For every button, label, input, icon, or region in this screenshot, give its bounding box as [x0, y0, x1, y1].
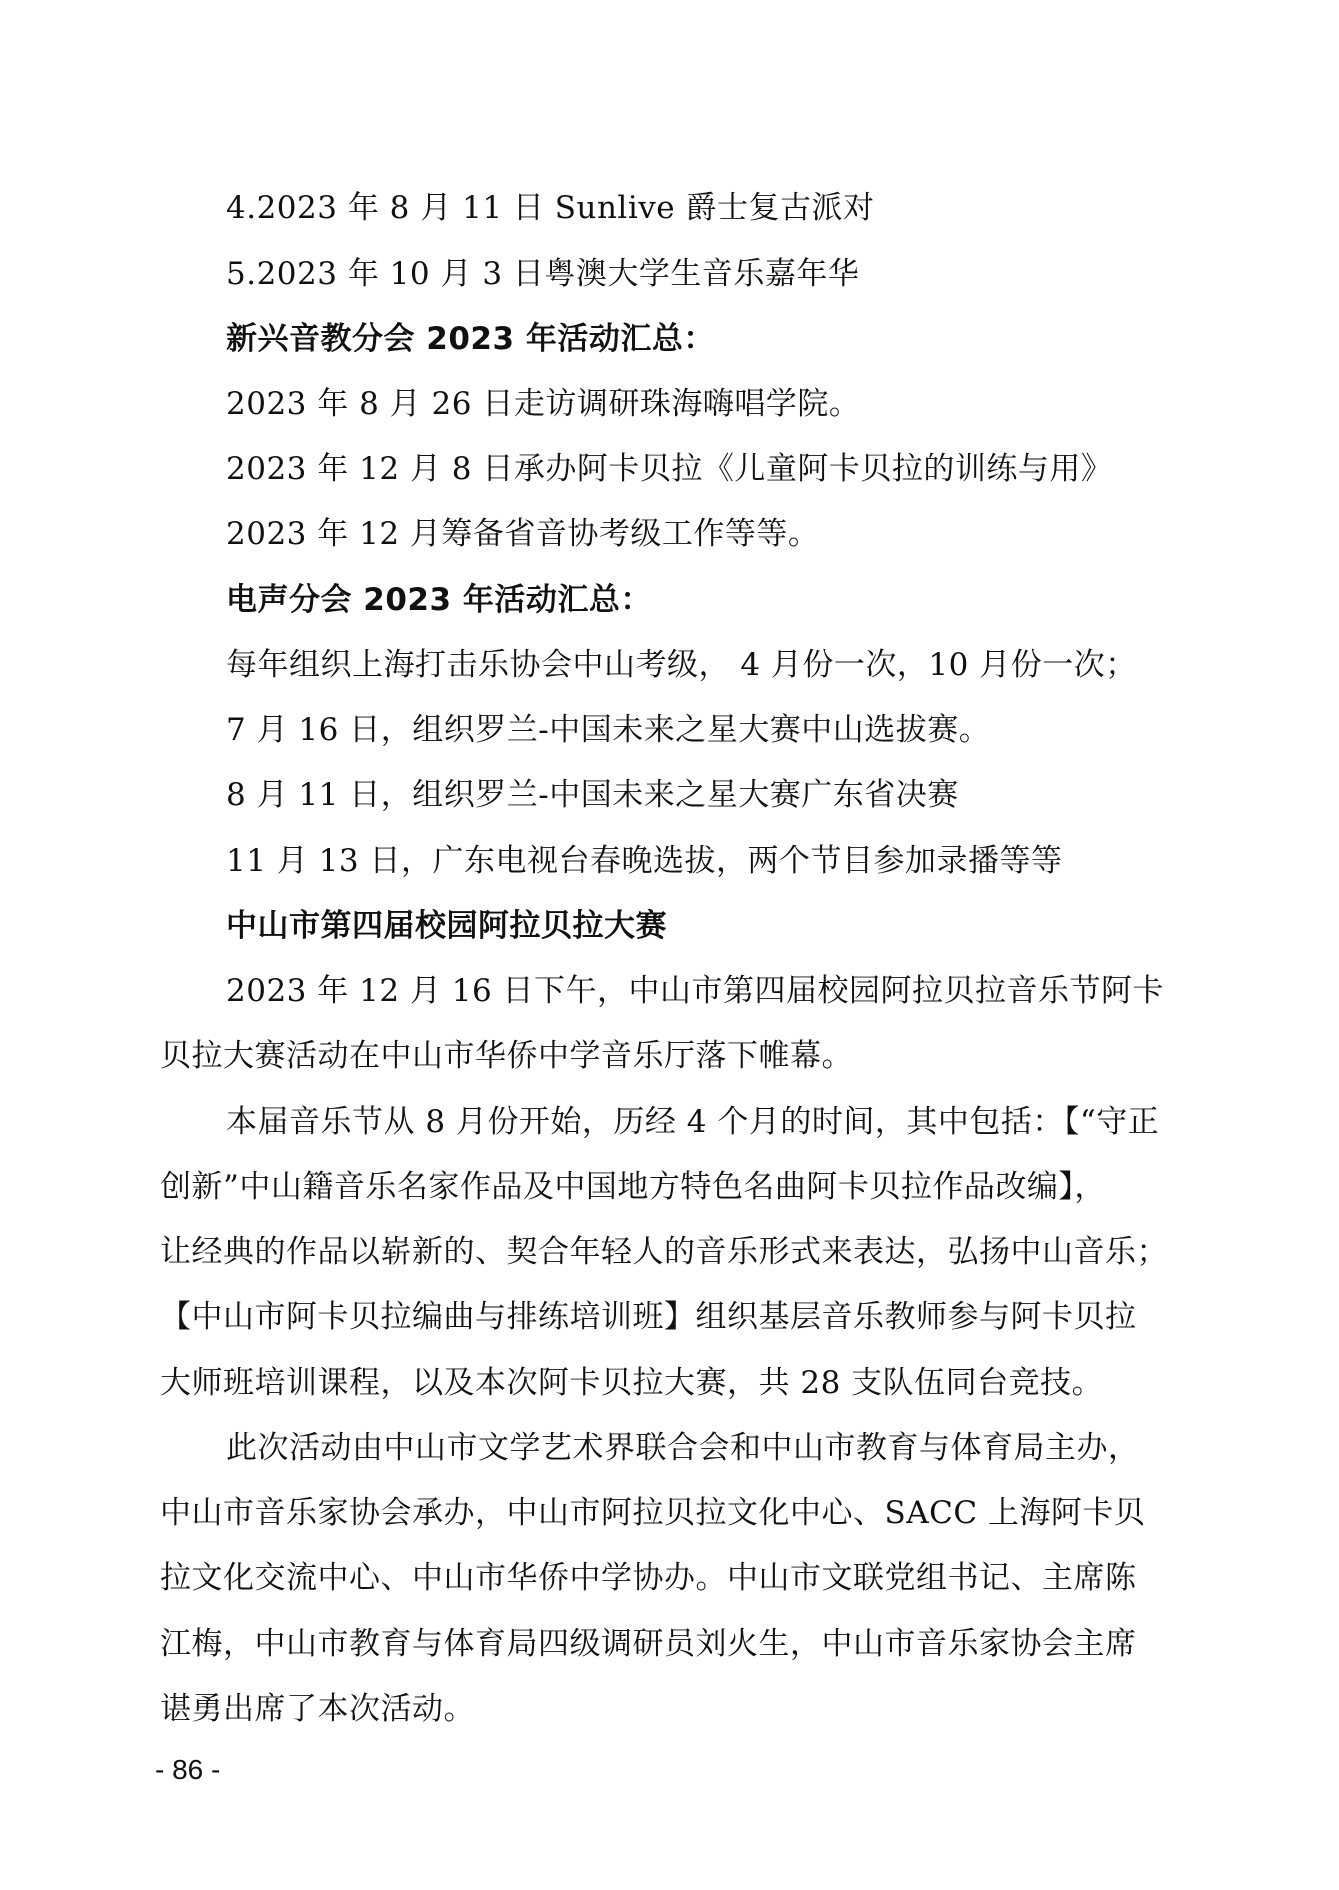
paragraph-2-line-1: 本届音乐节从 8 月份开始，历经 4 个月的时间，其中包括：【“守正	[226, 1104, 1160, 1140]
section-heading-contest: 中山市第四届校园阿拉贝拉大赛	[226, 908, 667, 944]
paragraph-2-line-4: 【中山市阿卡贝拉编曲与排练培训班】组织基层音乐教师参与阿卡贝拉	[160, 1299, 1137, 1335]
paragraph-2-line-3: 让经典的作品以崭新的、契合年轻人的音乐形式来表达，弘扬中山音乐；	[160, 1234, 1168, 1270]
xinxing-item-3: 2023 年 12 月筹备省音协考级工作等等。	[226, 516, 820, 552]
paragraph-2-line-2: 创新”中山籍音乐名家作品及中国地方特色名曲阿卡贝拉作品改编】，	[160, 1169, 1106, 1205]
paragraph-2-line-5: 大师班培训课程，以及本次阿卡贝拉大赛，共 28 支队伍同台竞技。	[160, 1365, 1104, 1401]
page-number: - 86 -	[155, 1754, 221, 1785]
paragraph-3-line-1: 此次活动由中山市文学艺术界联合会和中山市教育与体育局主办，	[226, 1430, 1140, 1466]
paragraph-3-line-4: 江梅，中山市教育与体育局四级调研员刘火生，中山市音乐家协会主席	[160, 1626, 1137, 1662]
electric-item-2: 7 月 16 日，组织罗兰-中国未来之星大赛中山选拔赛。	[226, 712, 991, 748]
section-heading-electric: 电声分会 2023 年活动汇总：	[226, 582, 652, 618]
xinxing-item-2: 2023 年 12 月 8 日承办阿卡贝拉《儿童阿卡贝拉的训练与用》	[226, 451, 1113, 487]
list-item-sunlive-jazz: 4.2023 年 8 月 11 日 Sunlive 爵士复古派对	[226, 190, 875, 226]
paragraph-3-line-3: 拉文化交流中心、中山市华侨中学协办。中山市文联党组书记、主席陈	[160, 1560, 1137, 1596]
paragraph-3-line-5: 谌勇出席了本次活动。	[160, 1691, 475, 1727]
electric-item-3: 8 月 11 日，组织罗兰-中国未来之星大赛广东省决赛	[226, 777, 959, 813]
paragraph-1-line-1: 2023 年 12 月 16 日下午，中山市第四届校园阿拉贝拉音乐节阿卡	[226, 973, 1165, 1009]
electric-item-1: 每年组织上海打击乐协会中山考级， 4 月份一次，10 月份一次；	[226, 647, 1137, 683]
paragraph-1-line-2: 贝拉大赛活动在中山市华侨中学音乐厅落下帷幕。	[160, 1038, 853, 1074]
section-heading-xinxing: 新兴音教分会 2023 年活动汇总：	[226, 321, 715, 357]
paragraph-3-line-2: 中山市音乐家协会承办，中山市阿拉贝拉文化中心、SACC 上海阿卡贝	[160, 1495, 1146, 1531]
electric-item-4: 11 月 13 日，广东电视台春晚选拔，两个节目参加录播等等	[226, 843, 1063, 879]
xinxing-item-1: 2023 年 8 月 26 日走访调研珠海嗨唱学院。	[226, 386, 861, 422]
list-item-music-carnival: 5.2023 年 10 月 3 日粤澳大学生音乐嘉年华	[226, 256, 860, 292]
